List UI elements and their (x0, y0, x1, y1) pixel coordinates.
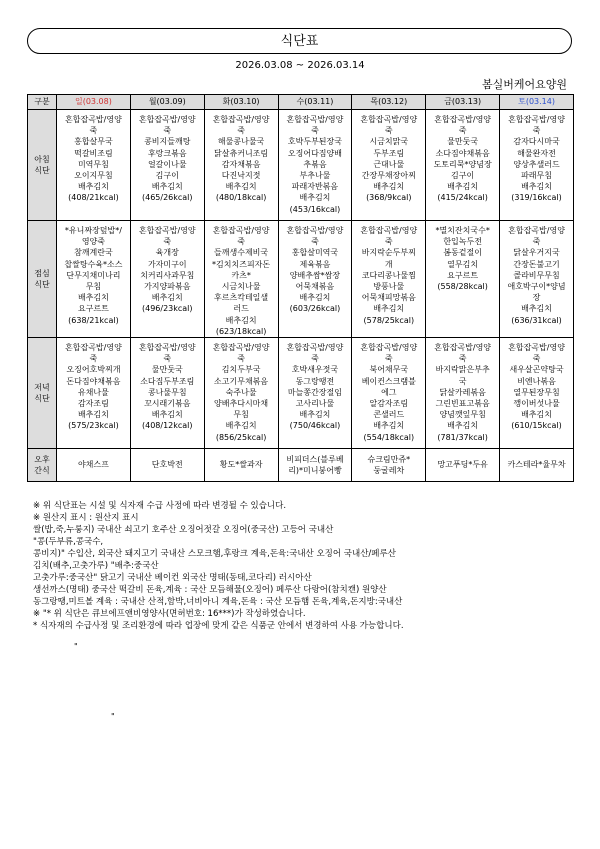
header-day-sun: 일(03.08) (57, 95, 131, 110)
snack-cell (204, 449, 278, 482)
menu-item: *유니짜장덮밥*/ (64, 226, 122, 235)
note-line: ※ "* 위 식단은 큐브에프앤비영양사(면허번호: 16***)가 작성하였습니다. (33, 609, 306, 619)
snack-item: 비피더스(블루베 (286, 454, 344, 464)
menu-cell (57, 338, 131, 449)
menu-item: (453/16kcal) (289, 204, 341, 214)
menu-item: (781/37kcal) (437, 432, 488, 442)
menu-item: 홍합살미역국 (291, 248, 339, 258)
menu-item: 가자미구이 (147, 259, 187, 269)
menu-cell (500, 338, 574, 449)
menu-item: (636/31kcal) (511, 315, 562, 325)
menu-item: 콜라비무무침 (513, 270, 560, 280)
menu-item: 요구르트 (77, 304, 109, 314)
menu-item: 죽 (532, 354, 541, 364)
menu-item: 어묵채볶음 (295, 282, 335, 292)
row-label-lunch (28, 221, 57, 338)
menu-item: 배추김치 (299, 293, 331, 303)
menu-item: 닭살츄커니조림 (214, 148, 269, 158)
menu-item: 혼합잡곡밥/영양 (212, 343, 270, 353)
snack-cell (57, 449, 131, 482)
menu-item: (319/16kcal) (511, 193, 562, 203)
meal-row-lunch (28, 221, 574, 338)
row-label-line: 아침 (34, 154, 50, 164)
menu-item: (415/24kcal) (437, 193, 488, 203)
menu-item: 혼합잡곡밥/영양 (508, 115, 565, 124)
note-line: 생선까스(명태) 중국산 떡갈비 돈육,계육 : 국산 모듬해물(오징어) 페루산 다랑어(참치캔) 원양산 (33, 585, 387, 595)
menu-item: 근대나물 (373, 159, 405, 169)
menu-item: 국 (458, 376, 467, 386)
menu-item: 죽 (384, 126, 393, 136)
menu-item: 혼합잡곡밥/영양 (286, 115, 344, 124)
menu-item: 그린빈표고볶음 (435, 399, 490, 409)
snack-item: 황도*쌀과자 (219, 460, 263, 470)
menu-item: 감자다시마국 (513, 137, 560, 147)
menu-cell (352, 338, 426, 449)
menu-item: 해물콩나물국 (217, 137, 265, 147)
menu-item: (465/26kcal) (141, 193, 193, 203)
note-line: ※ 원산지 표시 : 원산지 표시 (33, 513, 139, 523)
menu-item: (750/46kcal) (289, 421, 341, 431)
menu-item: 후르츠칵테일샐 (214, 293, 269, 303)
menu-item: 애호박구이*양념 (507, 282, 566, 292)
meal-row-breakfast (28, 110, 574, 221)
meal-row-dinner (28, 338, 574, 449)
row-label-line: 간식 (34, 466, 50, 476)
menu-item: 닭살카레볶음 (439, 387, 486, 397)
menu-item: 유채나물 (77, 387, 109, 397)
menu-item: 배추김치 (151, 293, 183, 303)
header-day-mon: 월(03.09) (130, 95, 204, 110)
menu-item: 혼합잡곡밥/영양 (212, 226, 270, 235)
menu-item: 오징어다짐양배 (287, 148, 342, 158)
menu-item: 김구이 (155, 171, 179, 181)
menu-item: 장 (532, 293, 541, 303)
menu-item: 참깨계란국 (74, 248, 113, 258)
menu-item: 바지락순두부찌 (361, 248, 416, 258)
menu-item: 비엔나볶음 (517, 376, 556, 386)
menu-item: 배추김치 (77, 182, 109, 192)
meal-row-snack (28, 449, 574, 482)
menu-item: 배추김치 (77, 410, 109, 420)
note-line: 고춧가루:중국산" 닭고기 국내산 베이컨 외국산 명태(동태,코다리) 러시아산 (33, 573, 312, 583)
menu-item: 죽 (237, 126, 245, 136)
menu-item: 혼합잡곡밥/영양 (508, 343, 565, 353)
menu-item: (408/12kcal) (141, 421, 193, 431)
row-label-line: 식단 (34, 166, 50, 175)
snack-cell (426, 449, 500, 482)
menu-item: 파래자반볶음 (291, 182, 339, 192)
menu-item: 배추김치 (225, 315, 257, 325)
menu-item: 시금치나물 (221, 282, 261, 292)
note-line: 콩비지)" 수입산, 외국산 돼지고기 국내산 스모크햄,후랑크 계육,돈육:국내산 오징어 국내산/페루산 (33, 549, 396, 559)
menu-item: 혼합잡곡밥/영양 (138, 115, 196, 124)
menu-item: (554/18kcal) (363, 432, 415, 442)
menu-item: 혼합잡곡밥/영양 (434, 343, 492, 353)
header-day-sat: 토(03.14) (500, 95, 574, 110)
menu-item: 양배추쌈*쌈장 (289, 270, 341, 280)
menu-item: 죽 (384, 354, 393, 364)
menu-item: 치커리사과무침 (140, 270, 195, 280)
menu-item: 혼합잡곡밥/영양 (138, 226, 196, 235)
menu-item: 가지양파볶음 (144, 282, 191, 292)
menu-item: 혼합잡곡밥/영양 (212, 115, 270, 124)
menu-item: 숙주나물 (225, 387, 257, 397)
menu-item: 개 (384, 259, 393, 269)
snack-cell (130, 449, 204, 482)
menu-item: 콘샐러드 (373, 410, 405, 420)
menu-item: 죽 (311, 237, 319, 247)
menu-item: 감자채볶음 (221, 159, 261, 169)
note-line: ※ 위 식단표는 시설 및 식자재 수급 사정에 따라 변경될 수 있습니다. (33, 501, 287, 511)
menu-cell (130, 338, 204, 449)
menu-item: 홍합살무국 (74, 137, 113, 147)
snack-item: 야채스프 (77, 460, 109, 470)
row-label-line: 오후 (34, 454, 50, 464)
menu-item: 배추김치 (77, 293, 109, 303)
menu-item: 양상추샐러드 (513, 159, 560, 169)
menu-item: 배추김치 (521, 182, 552, 192)
menu-cell (130, 110, 204, 221)
note-line: "콩(두부류,콩국수, (33, 537, 104, 547)
menu-cell (204, 221, 278, 338)
menu-item: 알감자조림 (369, 399, 409, 409)
menu-item: 물만둣국 (151, 365, 183, 375)
menu-item: 혼합잡곡밥/영양 (65, 343, 122, 353)
header-day-thu: 목(03.12) (352, 95, 426, 110)
menu-item: 소다짐두부조림 (140, 376, 195, 386)
menu-cell (278, 221, 352, 338)
row-label-dinner (28, 338, 57, 449)
note-line: * 식자재의 수급사정 및 조리환경에 따라 업장에 맞게 같은 식품군 안에서 변경하여 사용 가능합니다. (33, 621, 404, 631)
menu-item: (578/25kcal) (363, 315, 415, 325)
menu-item: 호박새우젓국 (291, 365, 339, 375)
menu-cell (278, 110, 352, 221)
note-line: 동그랑땡,미트볼 계육 : 국내산 산적,함박,너비아니 계육,돈육 : 국산 모듬햄 돈육,계육,돈지방:국내산 (33, 597, 403, 607)
menu-cell (204, 110, 278, 221)
menu-item: 죽 (458, 126, 467, 136)
menu-item: 김구이 (451, 171, 475, 181)
menu-item: 죽 (532, 126, 541, 136)
menu-item: 죽 (237, 237, 245, 247)
menu-item: 죽 (163, 237, 172, 247)
menu-item: 콩나물무침 (147, 387, 187, 397)
menu-item: 단무지채미나리 (66, 270, 121, 280)
row-label-line: 점심 (34, 268, 50, 278)
menu-cell (426, 221, 500, 338)
menu-item: 배추김치 (373, 421, 405, 431)
menu-item: 죽 (458, 354, 467, 364)
row-label-line: 식단 (34, 394, 50, 404)
menu-item: 배추김치 (299, 193, 331, 203)
menu-item: 마늘쫑간장절임 (287, 387, 342, 397)
menu-item: (575/23kcal) (68, 421, 119, 431)
menu-item: 방풍나물 (373, 282, 405, 292)
menu-item: 어묵채피망볶음 (361, 293, 416, 303)
menu-item: (408/21kcal) (68, 193, 119, 203)
menu-item: 배추김치 (151, 410, 183, 420)
menu-item: 동그랑땡전 (295, 376, 335, 386)
menu-item: 후랑크볶음 (147, 148, 187, 158)
menu-item: 죽 (89, 354, 98, 364)
snack-item: 단호박전 (151, 460, 183, 470)
menu-item: (856/25kcal) (215, 432, 267, 442)
snack-cell (278, 449, 352, 482)
menu-item: 양념깻잎무침 (439, 410, 486, 420)
menu-item: 무침 (233, 410, 249, 420)
menu-cell (426, 338, 500, 449)
menu-item: (623/18kcal) (215, 326, 267, 336)
menu-item: 김치두부국 (221, 365, 261, 375)
menu-item: 찹쌀탕수육*소스 (64, 259, 123, 269)
menu-cell (426, 110, 500, 221)
menu-item: 물만둣국 (447, 137, 479, 147)
menu-item: 베이컨스크램블 (361, 376, 416, 386)
menu-item: 죽 (532, 237, 541, 247)
menu-item: 얼갈이나물 (147, 159, 187, 169)
menu-item: 떡갈비조림 (74, 148, 113, 158)
menu-item: 코다리콩나물찜 (361, 270, 416, 280)
menu-item: 배추김치 (447, 421, 479, 431)
snack-item: 리)*미니붕어빵 (288, 466, 342, 476)
menu-item: 소다짐야채볶음 (435, 148, 490, 158)
menu-cell (130, 221, 204, 338)
row-label-line: 저녁 (34, 382, 50, 392)
menu-item: 요구르트 (447, 270, 479, 280)
menu-item: 배추김치 (225, 421, 257, 431)
menu-item: 소고기무채볶음 (214, 376, 269, 386)
menu-item: 닭살우거지국 (513, 248, 560, 258)
menu-cell (352, 221, 426, 338)
menu-item: 시금치맑국 (369, 137, 409, 147)
menu-item: 새우살곤약탕국 (509, 365, 564, 375)
menu-item: 죽 (384, 237, 393, 247)
snack-cell (500, 449, 574, 482)
menu-item: 한입녹두전 (443, 237, 482, 247)
meal-plan-table (27, 94, 574, 482)
menu-item: 혼합잡곡밥/영양 (286, 226, 344, 235)
menu-item: 오징어호박찌개 (66, 365, 121, 375)
menu-item: 배추김치 (447, 182, 479, 192)
row-label-breakfast (28, 110, 57, 221)
header-day-wed: 수(03.11) (278, 95, 352, 110)
menu-item: 꼬시래기볶음 (144, 399, 191, 409)
note-line: 김치(배추,고춧가루) "배추:중국산 (33, 561, 159, 571)
menu-item: 혼합잡곡밥/영양 (138, 343, 196, 353)
menu-item: *김치치즈피자돈 (212, 259, 271, 269)
menu-item: 미역무침 (77, 159, 109, 169)
menu-item: (496/23kcal) (141, 304, 193, 314)
snack-item: 둥굴레차 (373, 466, 405, 476)
menu-item: 죽 (237, 354, 245, 364)
menu-item: 호박두부된장국 (287, 137, 342, 147)
menu-item: 혼합잡곡밥/영양 (65, 115, 122, 124)
menu-item: 간장무채장아찌 (361, 171, 416, 181)
menu-item: 배추김치 (151, 182, 183, 192)
header-category: 구분 (28, 95, 57, 110)
snack-item: 카스테라*율무차 (507, 460, 566, 470)
menu-item: 죽 (311, 126, 319, 136)
header-day-tue: 화(03.10) (204, 95, 278, 110)
menu-item: 죽 (163, 126, 172, 136)
menu-item: 배추김치 (373, 304, 405, 314)
menu-item: 부추나물 (299, 171, 331, 181)
menu-item: 혼합잡곡밥/영양 (360, 115, 418, 124)
menu-item: 에그 (381, 387, 397, 397)
menu-item: (368/9kcal) (366, 193, 412, 203)
menu-item: 콩비지들깨탕 (144, 137, 191, 147)
menu-item: (638/21kcal) (68, 315, 119, 325)
notes-section (33, 500, 578, 632)
menu-item: 죽 (89, 126, 98, 136)
menu-item: 추볶음 (303, 159, 327, 169)
menu-item: 혼합잡곡밥/영양 (508, 226, 565, 235)
menu-item: 배추김치 (521, 410, 552, 420)
menu-item: 카츠* (231, 270, 251, 280)
row-label-line: 식단 (34, 280, 50, 290)
menu-item: 배추김치 (299, 410, 331, 420)
table-header-row (28, 95, 574, 110)
menu-item: 배추김치 (373, 182, 405, 192)
menu-item: 감자조림 (77, 399, 109, 409)
menu-item: 해물완자전 (517, 148, 556, 158)
note-line: 쌀(밥,죽,누룽지) 국내산 쇠고기 호주산 오징어젓갈 오징어(중국산) 고등어 국내산 (33, 525, 334, 535)
menu-item: 다진낙지젓 (221, 171, 261, 181)
menu-item: 두부조림 (373, 148, 405, 158)
menu-item: (610/15kcal) (511, 421, 562, 431)
menu-item: 봄동겉절이 (443, 248, 482, 258)
menu-cell (204, 338, 278, 449)
menu-item: 육개장 (155, 248, 179, 258)
menu-item: (558/28kcal) (437, 282, 488, 292)
snack-item: 슈크림만쥬* (367, 454, 411, 464)
menu-item: 도토리묵*양념장 (433, 159, 492, 169)
menu-item: 러드 (233, 304, 249, 314)
menu-item: 배추김치 (521, 304, 552, 314)
menu-cell (57, 221, 131, 338)
menu-item: 배추김치 (225, 182, 257, 192)
menu-item: 혼합잡곡밥/영양 (434, 115, 492, 124)
menu-cell (500, 110, 574, 221)
menu-period: 2026.03.08 ~ 2026.03.14 (235, 60, 365, 71)
menu-item: 죽 (311, 354, 319, 364)
menu-cell (278, 338, 352, 449)
menu-item: (603/26kcal) (289, 304, 341, 314)
menu-item: 고사리나물 (295, 399, 335, 409)
menu-item: (480/18kcal) (215, 193, 267, 203)
page-title: 식단표 (27, 28, 572, 54)
menu-item: 돈다짐야채볶음 (66, 376, 121, 386)
menu-item: 혼합잡곡밥/영양 (360, 343, 418, 353)
organization-name: 봄실버케어요양원 (481, 78, 567, 91)
menu-item: 혼합잡곡밥/영양 (286, 343, 344, 353)
menu-item: 들깨생수제비국 (214, 248, 269, 258)
row-label-snack (28, 449, 57, 482)
snack-cell (352, 449, 426, 482)
menu-item: 죽 (163, 354, 172, 364)
menu-cell (57, 110, 131, 221)
menu-item: 혼합잡곡밥/영양 (360, 226, 418, 235)
menu-cell (352, 110, 426, 221)
menu-item: 무침 (85, 282, 102, 292)
stray-mark: " (111, 712, 115, 721)
menu-item: 깽이버섯나물 (513, 399, 560, 409)
menu-item: 간장돈불고기 (513, 259, 560, 269)
menu-item: 바지락맑은부추 (435, 365, 490, 375)
stray-mark: " (74, 642, 78, 651)
menu-item: 열무김치 (447, 259, 479, 269)
menu-item: 영양죽 (81, 237, 106, 247)
menu-item: 북어채무국 (369, 365, 409, 375)
menu-item: 제육볶음 (299, 259, 331, 269)
menu-item: *멸치잔치국수* (435, 226, 490, 235)
menu-item: 파래무침 (521, 171, 552, 181)
header-day-fri: 금(03.13) (426, 95, 500, 110)
snack-item: 망고푸딩*두유 (437, 460, 488, 470)
menu-cell (500, 221, 574, 338)
menu-item: 양배추다시마채 (214, 399, 269, 409)
menu-item: 열무된장무침 (513, 387, 560, 397)
menu-item: 오이지무침 (74, 171, 113, 181)
